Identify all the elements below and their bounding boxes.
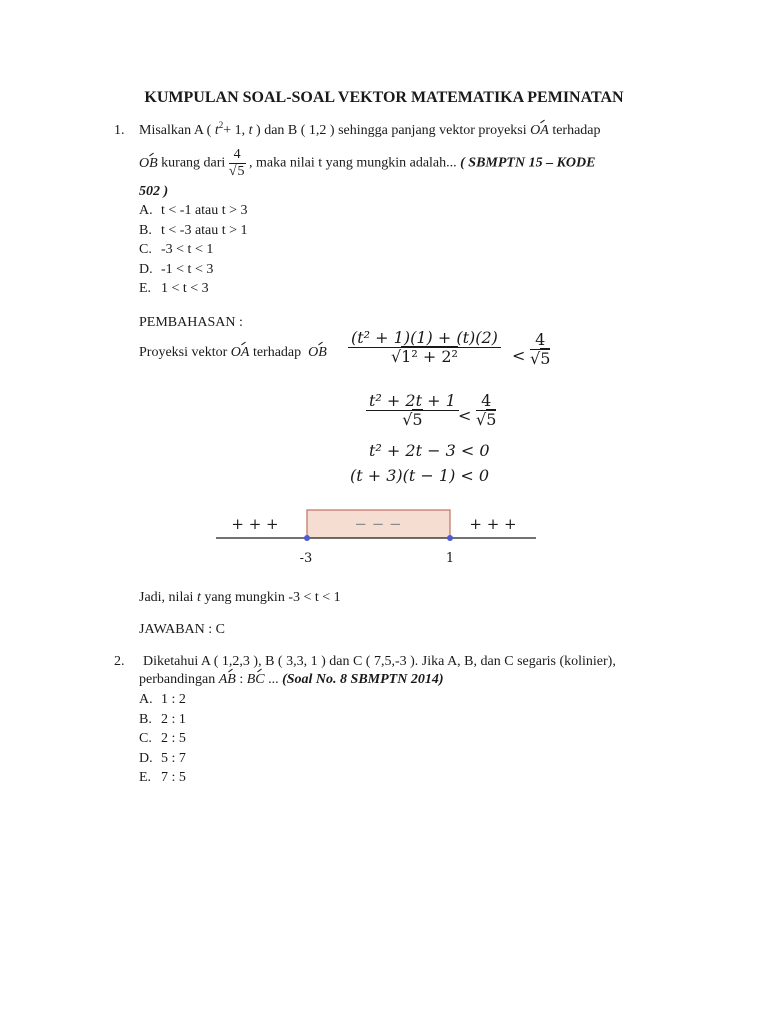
equation-projection — [348, 330, 501, 365]
vector-oa-solution: OA — [230, 345, 250, 360]
q1-option — [139, 204, 248, 218]
point-1-label: 1 — [445, 551, 455, 566]
middle-sign-label: − − − — [354, 515, 402, 533]
q1-option — [139, 224, 248, 238]
q1-option — [139, 282, 209, 296]
option-label: C. — [139, 242, 152, 257]
option-text: 1 : 2 — [161, 692, 186, 707]
q1-var-t: t — [214, 123, 219, 138]
q2-option — [139, 713, 186, 727]
option-label: A. — [139, 203, 153, 218]
document-title: KUMPULAN SOAL-SOAL VEKTOR MATEMATIKA PEMINATAN — [144, 89, 624, 106]
projection-numerator: (t² + 1)(1) + (t)(2) — [348, 330, 501, 348]
question-2-number: 2. — [114, 654, 125, 669]
simplified-denominator: √5 — [402, 410, 423, 429]
q1-terhadap: terhadap — [552, 123, 601, 138]
vector-ob: OB — [139, 155, 158, 171]
simplified-radicand: 5 — [412, 410, 423, 429]
option-text: 2 : 1 — [161, 711, 186, 727]
option-text: 5 : 7 — [161, 750, 186, 766]
simplified-fraction — [366, 393, 459, 428]
simplified-numerator: t² + 2t + 1 — [366, 393, 459, 411]
option-label: E. — [139, 281, 152, 296]
vector-ab: AB — [218, 672, 236, 687]
fraction-denominator — [229, 164, 246, 179]
fraction-4-over-root5 — [229, 148, 246, 179]
fraction-rhs-2 — [476, 393, 496, 428]
option-text: -1 < t < 3 — [161, 261, 214, 277]
solution-proyeksi-line — [139, 346, 327, 360]
proyeksi-label: Proyeksi vektor — [139, 345, 228, 360]
point-minus-3 — [304, 535, 310, 541]
conclusion-text-b: yang mungkin -3 < t < 1 — [204, 590, 341, 605]
point-1 — [447, 535, 453, 541]
equation-simplified — [366, 393, 459, 428]
rhs-1-denominator: √5 — [530, 349, 551, 368]
rhs-fraction-2 — [476, 393, 496, 428]
conclusion-var-t: t — [196, 590, 201, 605]
conclusion-line — [139, 591, 341, 605]
solution-heading: PEMBAHASAN : — [139, 315, 243, 330]
option-text: 1 < t < 3 — [161, 281, 209, 296]
question-2-line-1: Diketahui A ( 1,2,3 ), B ( 3,3, 1 ) dan C ( 7,5,-3 ). Jika A, B, dan C segaris (kolinier), — [143, 654, 616, 669]
option-text: t < -3 atau t > 1 — [161, 222, 248, 238]
right-sign-label: + + + — [469, 515, 517, 533]
q2-option — [139, 752, 186, 766]
answer-line: JAWABAN : C — [139, 622, 225, 637]
rhs-fraction-1 — [530, 332, 550, 367]
question-1-line-2 — [139, 148, 596, 179]
point-minus-3-label: -3 — [299, 551, 313, 566]
q1-kurang-dari: kurang dari — [161, 155, 226, 171]
rhs-2-radicand: 5 — [486, 410, 497, 429]
question-2-line-2 — [139, 673, 444, 687]
option-text: t < -1 atau t > 3 — [161, 203, 248, 218]
terhadap-label: terhadap — [252, 345, 302, 360]
q2-source: (Soal No. 8 SBMPTN 2014) — [282, 672, 444, 687]
fraction-rhs-1 — [530, 332, 550, 367]
q1-option — [139, 243, 213, 257]
projection-radicand: 1² + 2² — [401, 347, 458, 366]
perbandingan-label: perbandingan — [139, 672, 216, 687]
option-text: 7 : 5 — [161, 770, 186, 785]
sqrt-symbol: √5 — [228, 164, 245, 179]
less-than-2: < — [458, 406, 472, 425]
ratio-colon: : — [239, 672, 244, 687]
q1-superscript: 2 — [218, 120, 224, 130]
fraction-numerator: 4 — [229, 148, 246, 164]
q1-text-d: , maka nilai t yang mungkin adalah... — [249, 155, 457, 171]
rhs-2-denominator: √5 — [476, 410, 497, 429]
q1-text-a: Misalkan A ( — [139, 123, 212, 138]
q1-source-continued: 502 ) — [139, 184, 169, 199]
vector-bc: BC — [246, 672, 265, 687]
q1-var-t-2: t — [248, 123, 253, 138]
q1-source: ( SBMPTN 15 – KODE — [460, 155, 596, 171]
equation-factored: (t + 3)(t − 1) < 0 — [350, 466, 490, 485]
question-1-line-1 — [139, 120, 601, 138]
radicand: 5 — [237, 164, 245, 179]
rhs-2-numerator: 4 — [476, 393, 496, 411]
q1-text-c: ) dan B ( 1,2 ) sehingga panjang vektor proyeksi — [256, 123, 527, 138]
option-label: D. — [139, 261, 153, 277]
rhs-1-numerator: 4 — [530, 332, 550, 350]
option-label: B. — [139, 711, 152, 727]
projection-denominator: √1² + 2² — [390, 347, 458, 366]
equation-quadratic: t² + 2t − 3 < 0 — [369, 441, 490, 460]
conclusion-text-a: Jadi, nilai — [139, 590, 194, 605]
ellipsis: ... — [268, 672, 279, 687]
number-line-diagram — [210, 500, 540, 570]
projection-fraction — [348, 330, 501, 365]
left-sign-label: + + + — [231, 515, 279, 533]
q2-option — [139, 732, 186, 746]
option-label: E. — [139, 770, 152, 785]
option-label: C. — [139, 731, 152, 746]
option-label: D. — [139, 750, 153, 766]
option-label: B. — [139, 222, 152, 238]
question-1-number: 1. — [114, 123, 125, 138]
rhs-1-radicand: 5 — [540, 349, 551, 368]
q2-option — [139, 693, 186, 707]
option-text: -3 < t < 1 — [161, 242, 214, 257]
q1-option — [139, 263, 213, 277]
vector-ob-solution: OB — [308, 345, 327, 360]
less-than-1: < — [512, 346, 526, 365]
q2-option — [139, 771, 186, 785]
option-label: A. — [139, 692, 153, 707]
option-text: 2 : 5 — [161, 731, 186, 746]
vector-oa: OA — [530, 123, 549, 138]
q1-text-b: + 1, — [223, 123, 246, 138]
